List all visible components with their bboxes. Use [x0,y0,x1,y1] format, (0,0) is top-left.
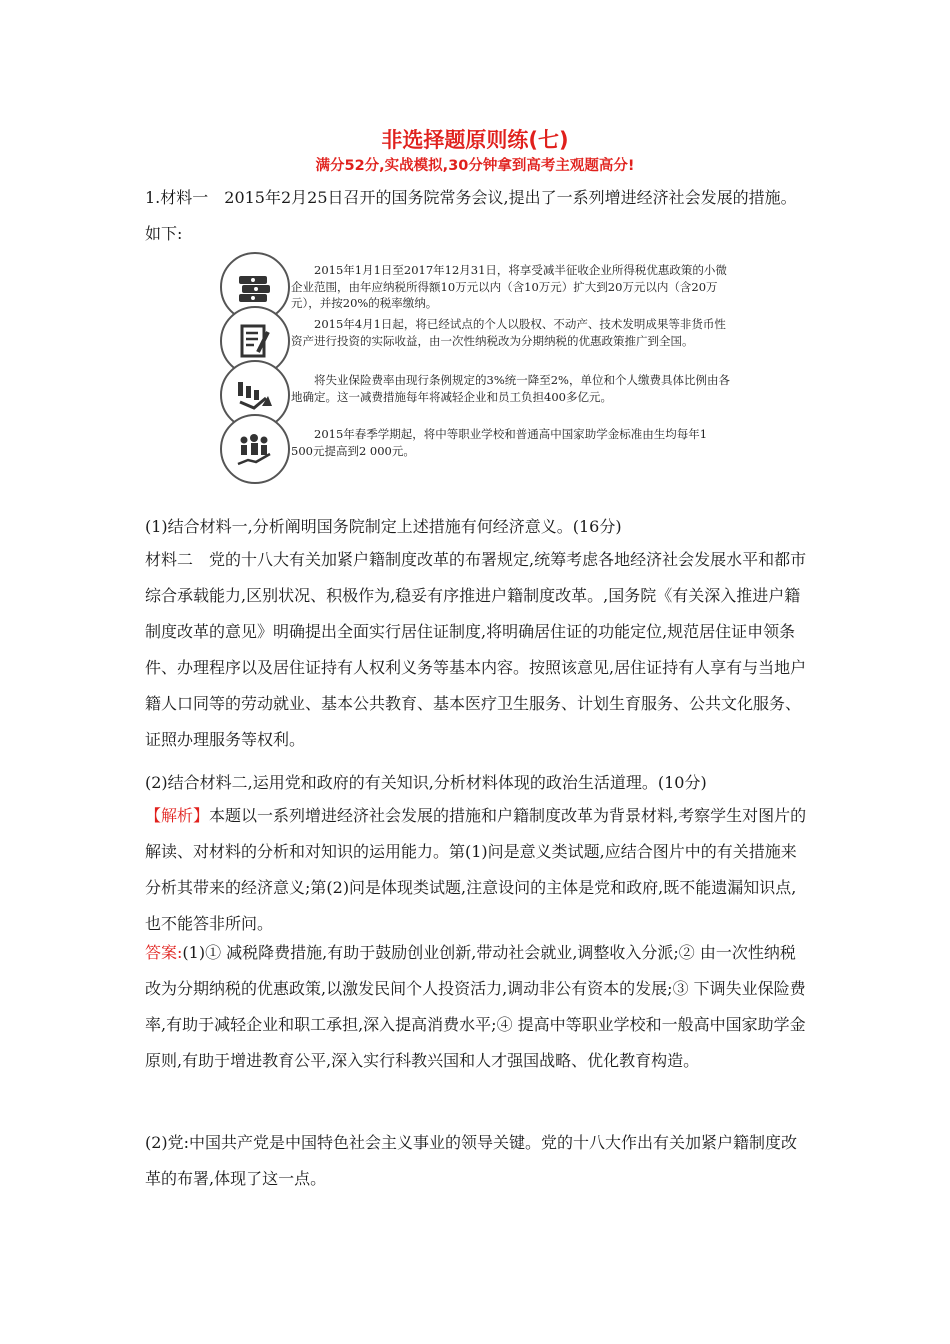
measures-figure [218,252,734,480]
question-2-subquestion: (2)结合材料二,运用党和政府的有关知识,分析材料体现的政治生活道理。(10分) [145,773,707,792]
question-1-subquestion: (1)结合材料一,分析阐明国务院制定上述措施有何经济意义。(16分) [145,517,622,536]
people-growth-icon [220,414,290,484]
answer-part-2: (2)党:中国共产党是中国特色社会主义事业的领导关键。党的十八大作出有关加紧户籍制度改革的布署,体现了这一点。 [145,1133,798,1188]
analysis-label: 【解析】 [145,806,210,825]
question-1-material-1: 1.材料一 2015年2月25日召开的国务院常务会议,提出了一系列增进经济社会发展的措施。如下: [145,188,797,243]
answer-label: 答案: [145,943,183,962]
figure-item-1: 2015年1月1日至2017年12月31日，将享受减半征收企业所得税优惠政策的小微企业范围，由年应纳税所得额10万元以内（含10万元）扩大到20万元以内（含20万元），并按20%的税率缴纳。 [291,263,727,310]
answer-section [145,935,807,1079]
material-2: 材料二 党的十八大有关加紧户籍制度改革的布署规定,统筹考虑各地经济社会发展水平和都市综合承载能力,区别状况、积极作为,稳妥有序推进户籍制度改革。,国务院《有关深入推进户籍制度改革的意见》明确提出全面实行居住证制度,将明确居住证的功能定位,规范居住证申领条件、办理程序以及居住证持有人权利义务等基本内容。按照该意见,居住证持有人享有与当地户籍人口同等的劳动就业、基本公共教育、基本医疗卫生服务、计划生育服务、公共文化服务、证照办理服务等权利。 [145,550,807,749]
page-title: 非选择题原则练(七) [381,128,569,152]
page-subtitle: 满分52分,实战模拟,30分钟拿到高考主观题高分! [315,158,635,174]
analysis-section [145,798,807,942]
answer-part-1: (1)① 减税降费措施,有助于鼓励创业创新,带动社会就业,调整收入分派;② 由一次性纳税改为分期纳税的优惠政策,以激发民间个人投资活力,调动非公有资本的发展;③ 下调失业保险费率,有助于减轻企业和职工承担,深入提高消费水平;④ 提高中等职业学校和一般高中国家助学金原则,有助于增进教育公平,深入实行科教兴国和人才强国战略、优化教育构造。 [145,943,806,1070]
figure-item-3: 将失业保险费率由现行条例规定的3%统一降至2%，单位和个人缴费具体比例由各地确定。这一减费措施每年将减轻企业和员工负担400多亿元。 [291,373,730,404]
figure-item-2: 2015年4月1日起，将已经试点的个人以股权、不动产、技术发明成果等非货币性资产进行投资的实际收益，由一次性纳税改为分期纳税的优惠政策推广到全国。 [291,317,726,348]
analysis-text: 本题以一系列增进经济社会发展的措施和户籍制度改革为背景材料,考察学生对图片的解读、对材料的分析和对知识的运用能力。第(1)问是意义类试题,应结合图片中的有关措施来分析其带来的经济意义;第(2)问是体现类试题,注意设问的主体是党和政府,既不能遗漏知识点,也不能答非所问。 [145,806,807,933]
figure-item-4: 2015年春季学期起，将中等职业学校和普通高中国家助学金标准由生均每年1 500元提高到2 000元。 [291,427,708,458]
